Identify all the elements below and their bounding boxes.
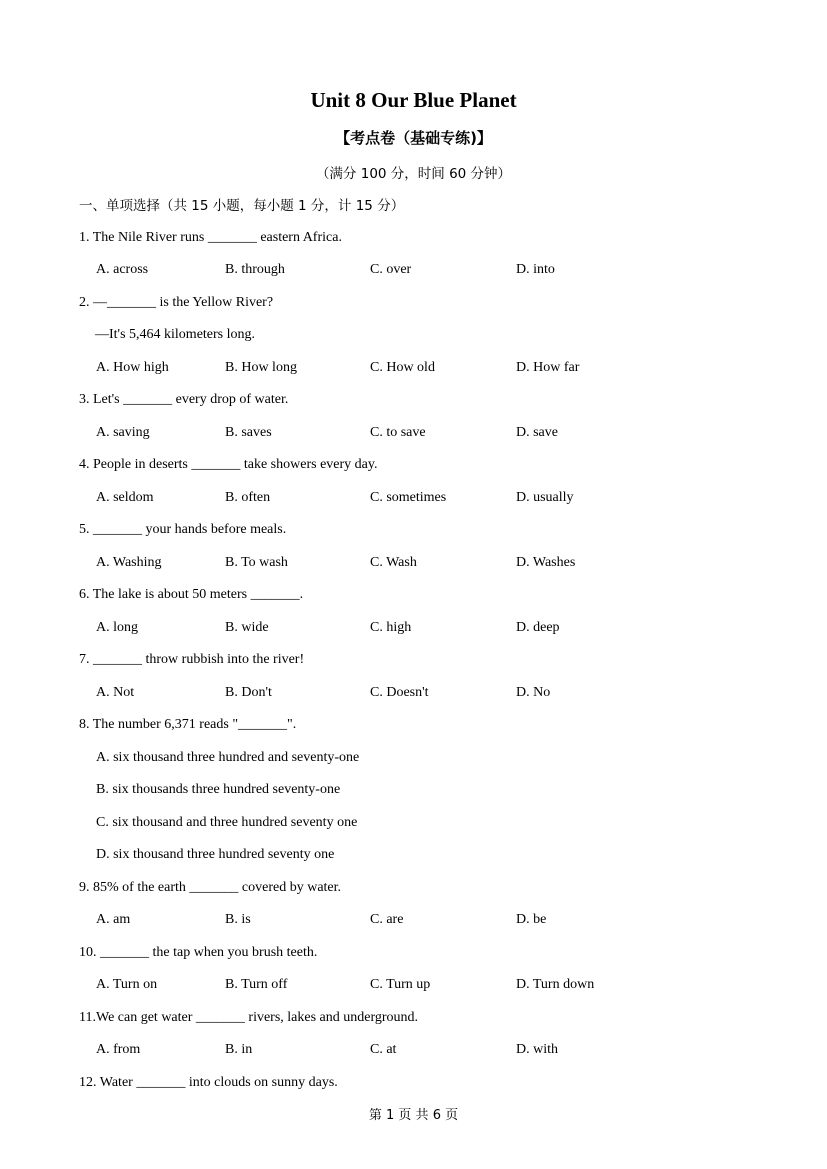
question-2-answer-line: —It's 5,464 kilometers long. bbox=[95, 327, 256, 342]
question-10-option-b: B. Turn off bbox=[225, 977, 288, 992]
question-8-option-d: D. six thousand three hundred seventy one bbox=[96, 847, 335, 862]
question-11-option-a: A. from bbox=[96, 1042, 141, 1057]
document-subtitle: 【考点卷（基础专练)】 bbox=[335, 129, 492, 147]
question-1-option-a: A. across bbox=[96, 262, 149, 277]
question-9-stem: 9. 85% of the earth _______ covered by water. bbox=[79, 880, 342, 895]
question-11-stem: 11.We can get water _______ rivers, lakes and underground. bbox=[79, 1010, 419, 1025]
question-7-option-b: B. Don't bbox=[225, 685, 272, 700]
question-5-stem: 5. _______ your hands before meals. bbox=[79, 522, 287, 537]
question-4-option-d: D. usually bbox=[516, 490, 574, 505]
question-11-option-b: B. in bbox=[225, 1042, 253, 1057]
question-6-option-b: B. wide bbox=[225, 620, 269, 635]
section-heading: 一、单项选择（共 15 小题，每小题 1 分，计 15 分） bbox=[79, 198, 405, 214]
question-3-option-d: D. save bbox=[516, 425, 558, 440]
question-6-stem: 6. The lake is about 50 meters _______. bbox=[79, 587, 304, 602]
question-8-option-a: A. six thousand three hundred and seventy-one bbox=[96, 750, 360, 765]
document-title: Unit 8 Our Blue Planet bbox=[310, 88, 517, 112]
question-7-option-d: D. No bbox=[516, 685, 551, 700]
question-10-stem: 10. _______ the tap when you brush teeth. bbox=[79, 945, 318, 960]
question-1-option-c: C. over bbox=[370, 262, 412, 277]
question-4-option-c: C. sometimes bbox=[370, 490, 447, 505]
question-10-option-a: A. Turn on bbox=[96, 977, 158, 992]
question-9-option-c: C. are bbox=[370, 912, 404, 927]
question-4-option-b: B. often bbox=[225, 490, 271, 505]
question-2-option-a: A. How high bbox=[96, 360, 169, 375]
question-2-option-c: C. How old bbox=[370, 360, 435, 375]
question-7-stem: 7. _______ throw rubbish into the river! bbox=[79, 652, 305, 667]
page-footer: 第 1 页 共 6 页 bbox=[368, 1108, 459, 1123]
question-5-option-d: D. Washes bbox=[516, 555, 576, 570]
question-2-stem: 2. —_______ is the Yellow River? bbox=[79, 295, 274, 310]
question-3-stem: 3. Let's _______ every drop of water. bbox=[79, 392, 289, 407]
question-9-option-a: A. am bbox=[96, 912, 131, 927]
question-5-option-c: C. Wash bbox=[370, 555, 417, 570]
question-10-option-c: C. Turn up bbox=[370, 977, 431, 992]
question-7-option-c: C. Doesn't bbox=[370, 685, 429, 700]
question-9-option-b: B. is bbox=[225, 912, 251, 927]
question-2-option-d: D. How far bbox=[516, 360, 580, 375]
question-1-stem: 1. The Nile River runs _______ eastern Africa. bbox=[79, 230, 342, 245]
question-8-option-b: B. six thousands three hundred seventy-one bbox=[96, 782, 341, 797]
exam-meta: （满分 100 分，时间 60 分钟） bbox=[315, 166, 512, 182]
question-1-option-b: B. through bbox=[225, 262, 285, 277]
question-8-stem: 8. The number 6,371 reads "_______". bbox=[79, 717, 297, 732]
question-12-stem: 12. Water _______ into clouds on sunny days. bbox=[79, 1075, 338, 1090]
question-3-option-c: C. to save bbox=[370, 425, 426, 440]
question-10-option-d: D. Turn down bbox=[516, 977, 595, 992]
question-11-option-c: C. at bbox=[370, 1042, 397, 1057]
question-7-option-a: A. Not bbox=[96, 685, 135, 700]
question-11-option-d: D. with bbox=[516, 1042, 558, 1057]
question-1-option-d: D. into bbox=[516, 262, 555, 277]
question-6-option-a: A. long bbox=[96, 620, 138, 635]
question-5-option-a: A. Washing bbox=[96, 555, 162, 570]
question-5-option-b: B. To wash bbox=[225, 555, 288, 570]
question-2-option-b: B. How long bbox=[225, 360, 297, 375]
question-3-option-a: A. saving bbox=[96, 425, 150, 440]
question-6-option-d: D. deep bbox=[516, 620, 560, 635]
question-8-option-c: C. six thousand and three hundred seventy one bbox=[96, 815, 358, 830]
question-9-option-d: D. be bbox=[516, 912, 547, 927]
question-3-option-b: B. saves bbox=[225, 425, 272, 440]
question-6-option-c: C. high bbox=[370, 620, 412, 635]
question-4-stem: 4. People in deserts _______ take showers every day. bbox=[79, 457, 378, 472]
question-4-option-a: A. seldom bbox=[96, 490, 154, 505]
